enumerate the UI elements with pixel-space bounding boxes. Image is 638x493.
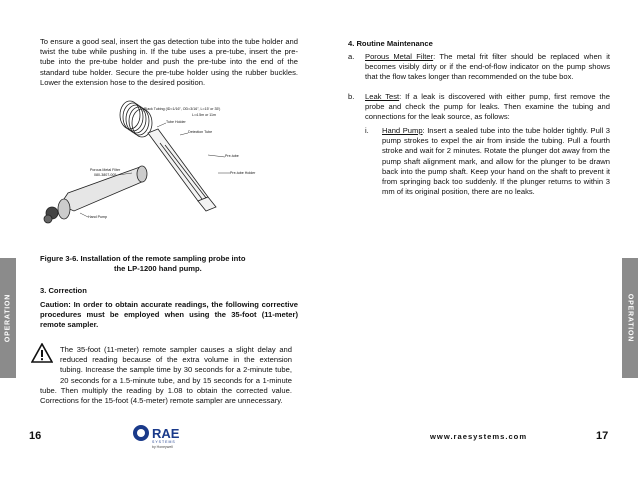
item-i-body [382, 126, 610, 197]
item-a-title: Porous Metal Filter [365, 52, 434, 61]
label-filter-part: 080-3807-005 [94, 173, 117, 177]
side-tab-operation [0, 258, 16, 378]
side-tab-label-right: OPERATION [626, 293, 634, 343]
item-b-body [365, 92, 610, 123]
warning-text: The 35-foot (11-meter) remote sampler causes a slight delay and reduced reading because of the extra volume in the extension tubing. Increase the sample time by 30 seconds for a 2-minute tube, 20 seconds for a 1.5-minute tube, and by 15 seconds for a 1-minute tube. Then multiply the reading by 1.08 to obtain the corrected value. Corrections for the 15-foot (4.5-meter) remote sampler are unnecessary. [40, 345, 292, 406]
label-porous-metal-filter: Porous Metal Filter [90, 168, 121, 172]
svg-text:RAE: RAE [152, 426, 180, 441]
label-pre-tube: Pre-tube [225, 154, 239, 158]
list-item-i [365, 126, 610, 198]
caption-line-2: the LP-1200 hand pump. [114, 264, 202, 273]
label-pre-tube-holder: Pre-tube Holder [230, 171, 256, 175]
section-heading: 3. Correction [40, 286, 87, 295]
item-b-title: Leak Test [365, 92, 400, 101]
side-tab-operation-right [622, 258, 638, 378]
list-item-b [348, 92, 610, 124]
item-i-title: Hand Pump [382, 126, 423, 135]
item-i-marker: i. [365, 126, 369, 135]
figure-caption [40, 254, 290, 274]
item-i-text: : Insert a sealed tube into the tube holder tightly. Pull 3 pump strokes to expel the air from inside the tubing. Pull a fourth stroke and wait for 2 minutes. Rotate the plunger dot away from the pump shaft alignment mark, and allow for the plunger to be drawn back into the pump shaft. Keep your hand on the shaft to prevent it from springing back too suddenly. If the plunger returns to within 3 mm of its original position, there are no leaks. [382, 126, 610, 197]
label-tube-holder: Tube Holder [166, 120, 186, 124]
rae-systems-logo [132, 421, 192, 451]
svg-text:by Honeywell: by Honeywell [152, 445, 173, 449]
remote-sampling-probe-figure [40, 95, 302, 245]
label-black-tubing-2: L=4.5m or 11m [192, 113, 217, 117]
item-b-marker: b. [348, 92, 355, 101]
label-hand-pump: Hand Pump [88, 215, 107, 219]
page-number-right: 17 [596, 430, 609, 442]
warning-paragraph [40, 345, 292, 406]
item-a-text: : The metal frit filter should be replaced when it becomes visibly dirty or if the end-of-flow indicator on the pump shows that the flow takes longer than recommended on the tube box. [365, 52, 610, 82]
routine-maintenance-heading: 4. Routine Maintenance [348, 39, 433, 48]
label-black-tubing: Black Tubing (ID=1/16", OD=3/16", L=15' or 35') [144, 107, 221, 111]
intro-paragraph: To ensure a good seal, insert the gas detection tube into the tube holder and twist the tube while pushing in. If the tube uses a pre-tube, insert the pre-tube into the pre-tube holder and push the pre-tube into the end of the standard tube holder. Secure the pre-tube holder using the rubber buckles. Lower the extension hose to the desired position. [40, 37, 298, 87]
item-b-text: : If a leak is discovered with either pump, first remove the probe and check the pump for leaks. Then examine the tubing and connections for the leak source, as follows: [365, 92, 610, 122]
item-a-marker: a. [348, 52, 355, 61]
label-detection-tube: Detection Tube [188, 130, 213, 134]
caution-paragraph: Caution: In order to obtain accurate readings, the following corrective procedures must be employed when using the 35-foot (11-meter) remote sampler. [40, 300, 298, 330]
svg-text:SYSTEMS: SYSTEMS [152, 440, 176, 444]
list-item-a [348, 52, 610, 84]
side-tab-label: OPERATION [4, 293, 12, 343]
page-number: 16 [29, 430, 42, 442]
item-a-body [365, 52, 610, 83]
website-url: www.raesystems.com [430, 432, 528, 441]
right-page [319, 0, 638, 493]
caption-line-1: Figure 3-6. Installation of the remote sampling probe into [40, 254, 246, 263]
